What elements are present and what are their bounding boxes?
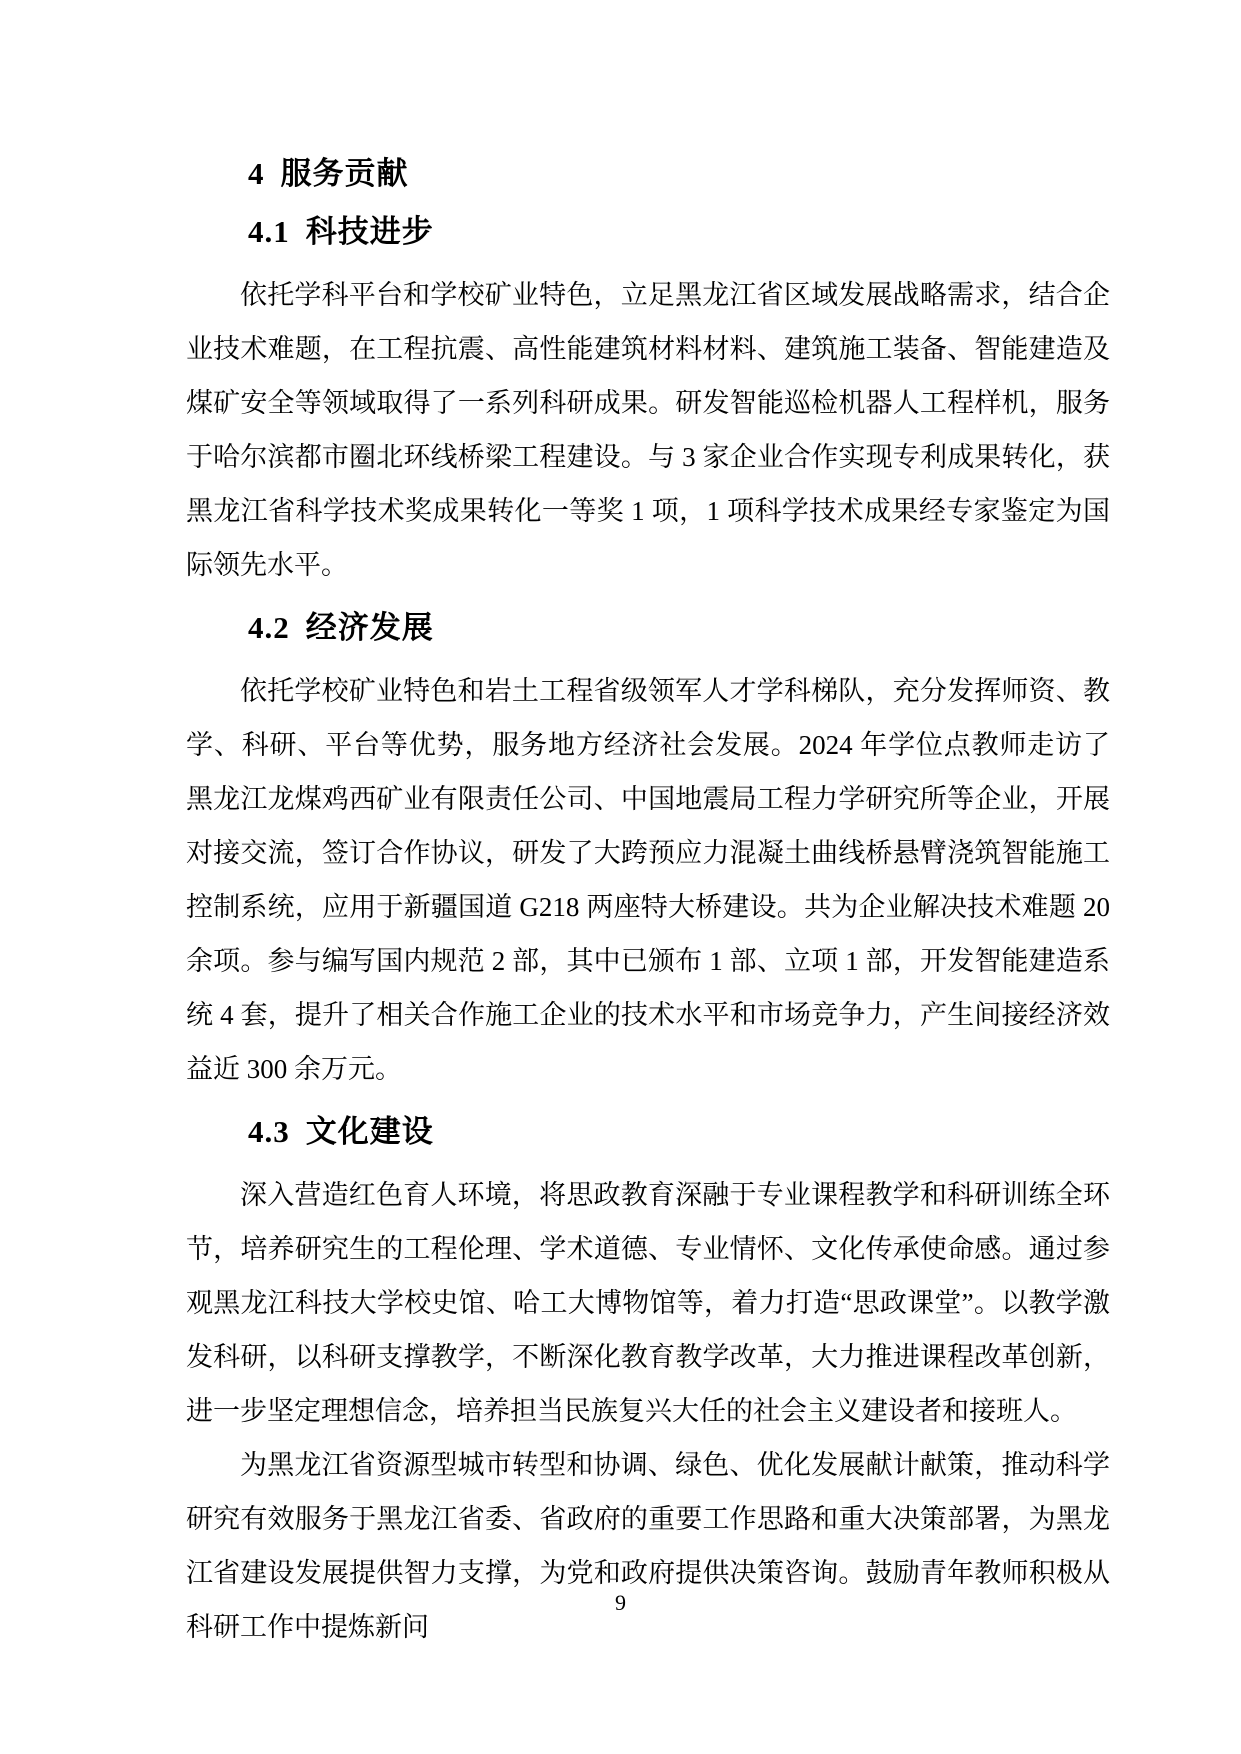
paragraph-economic-development: 依托学校矿业特色和岩土工程省级领军人才学科梯队，充分发挥师资、教学、科研、平台等优势，服务地方经济社会发展。2024 年学位点教师走访了黑龙江龙煤鸡西矿业有限责任公司、中国地震局工程力学研究所等企业，开展对接交流，签订合作协议，研发了大跨预应力混凝土曲线桥悬臂浇筑智能施工控制系统，应用于新疆国道 G218 两座特大桥建设。共为企业解决技术难题 20 余项。参与编写国内规范 2 部，其中已颁布 1 部、立项 1 部，开发智能建造系统 4 套，提升了相关合作施工企业的技术水平和市场竞争力，产生间接经济效益近 300 余万元。 [186, 676, 1110, 1084]
section-heading-4-3 [186, 1110, 1110, 1154]
section-4-2-title: 经济发展 [305, 610, 434, 645]
section-4-3-title: 文化建设 [305, 1114, 434, 1149]
paragraph-science-progress: 依托学科平台和学校矿业特色，立足黑龙江省区域发展战略需求，结合企业技术难题，在工程抗震、高性能建筑材料材料、建筑施工装备、智能建造及煤矿安全等领域取得了一系列科研成果。研发智能巡检机器人工程样机，服务于哈尔滨都市圈北环线桥梁工程建设。与 3 家企业合作实现专利成果转化，获黑龙江省科学技术奖成果转化一等奖 1 项，1 项科学技术成果经专家鉴定为国际领先水平。 [186, 280, 1110, 580]
section-4-number: 4 [248, 156, 265, 191]
section-4-1-title: 科技进步 [305, 214, 434, 249]
section-4-3-number: 4.3 [248, 1114, 290, 1149]
paragraph-culture-building-1: 深入营造红色育人环境，将思政教育深融于专业课程教学和科研训练全环节，培养研究生的工程伦理、学术道德、专业情怀、文化传承使命感。通过参观黑龙江科技大学校史馆、哈工大博物馆等，着力打造“思政课堂”。以教学激发科研，以科研支撑教学，不断深化教育教学改革，大力推进课程改革创新，进一步坚定理想信念，培养担当民族复兴大任的社会主义建设者和接班人。 [186, 1180, 1110, 1426]
section-4-title: 服务贡献 [280, 156, 409, 191]
section-4-2-number: 4.2 [248, 610, 290, 645]
section-4-1-number: 4.1 [248, 214, 290, 249]
paragraph-culture-building-2: 为黑龙江省资源型城市转型和协调、绿色、优化发展献计献策，推动科学研究有效服务于黑龙江省委、省政府的重要工作思路和重大决策部署，为黑龙江省建设发展提供智力支撑，为党和政府提供决策咨询。鼓励青年教师积极从科研工作中提炼新问 [186, 1450, 1110, 1642]
section-heading-4-2 [186, 606, 1110, 650]
section-heading-4 [186, 152, 1110, 196]
section-heading-4-1 [186, 210, 1110, 254]
page-number: 9 [615, 1590, 626, 1615]
